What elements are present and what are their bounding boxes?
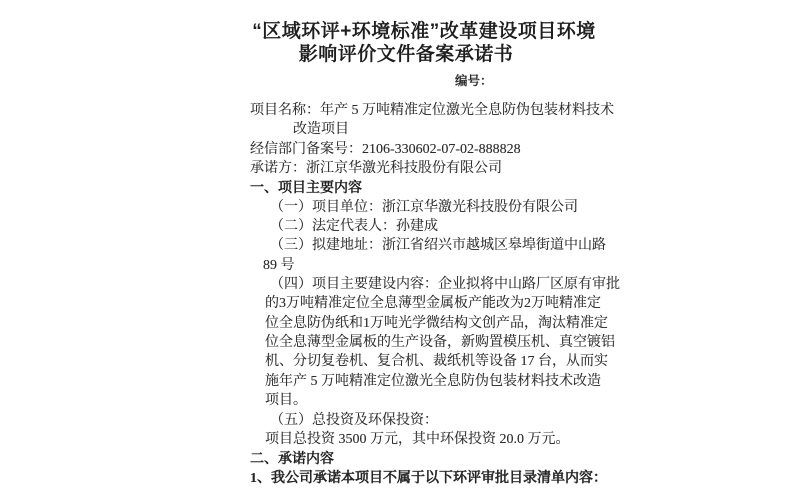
- item4-construction-line1: （四）项目主要建设内容：企业拟将中山路厂区原有审批: [270, 277, 620, 293]
- item4-construction-line3: 位全息防伪纸和1万吨光学微结构文创产品，淘汰精准定: [265, 315, 608, 331]
- item4-construction-line5: 机、分切复卷机、复合机、裁纸机等设备 17 台，从而实: [265, 354, 608, 370]
- item4-construction-line7: 项目。: [265, 393, 307, 409]
- item3-address-line1: （三）拟建地址：浙江省绍兴市越城区皋埠街道中山路: [270, 238, 606, 254]
- item3-address-line2: 89 号: [263, 257, 295, 273]
- document-title: [248, 20, 600, 66]
- commitment-clause1-line: 1、我公司承诺本项目不属于以下环评审批目录清单内容：: [250, 470, 607, 486]
- document-title-line1: “区域环评+环境标准”改革建设项目环境: [252, 21, 596, 42]
- section1-heading: 一、项目主要内容: [250, 179, 362, 196]
- record-number-line: 经信部门备案号：2106-330602-07-02-888828: [250, 141, 521, 157]
- promisor-line: 承诺方：浙江京华激光科技股份有限公司: [250, 161, 502, 177]
- item4-construction-line6: 施年产 5 万吨精准定位激光全息防伪包装材料技术改造: [265, 373, 601, 389]
- item4-construction-line4: 位全息薄型金属板的生产设备，新购置模压机、真空镀铝: [265, 335, 615, 351]
- item1-project-unit: （一）项目单位：浙江京华激光科技股份有限公司: [270, 199, 578, 215]
- serial-number-label: 编号：: [455, 74, 493, 88]
- project-name-line2: 改造项目: [293, 122, 349, 138]
- document-body: [248, 101, 620, 488]
- investment-amount-line: 项目总投资 3500 万元，其中环保投资 20.0 万元。: [265, 431, 570, 447]
- section2-heading: 二、承诺内容: [250, 450, 334, 467]
- item2-legal-representative: （二）法定代表人：孙建成: [270, 219, 438, 235]
- commitment-letter: [248, 20, 620, 488]
- project-name-line1: 项目名称：年产 5 万吨精准定位激光全息防伪包装材料技术: [250, 103, 614, 118]
- item4-construction-line2: 的3万吨精准定位全息薄型金属板产能改为2万吨精准定: [265, 296, 601, 312]
- document-title-line2: 影响评价文件备案承诺书: [298, 44, 514, 65]
- item5-investment-heading: （五）总投资及环保投资：: [270, 412, 438, 428]
